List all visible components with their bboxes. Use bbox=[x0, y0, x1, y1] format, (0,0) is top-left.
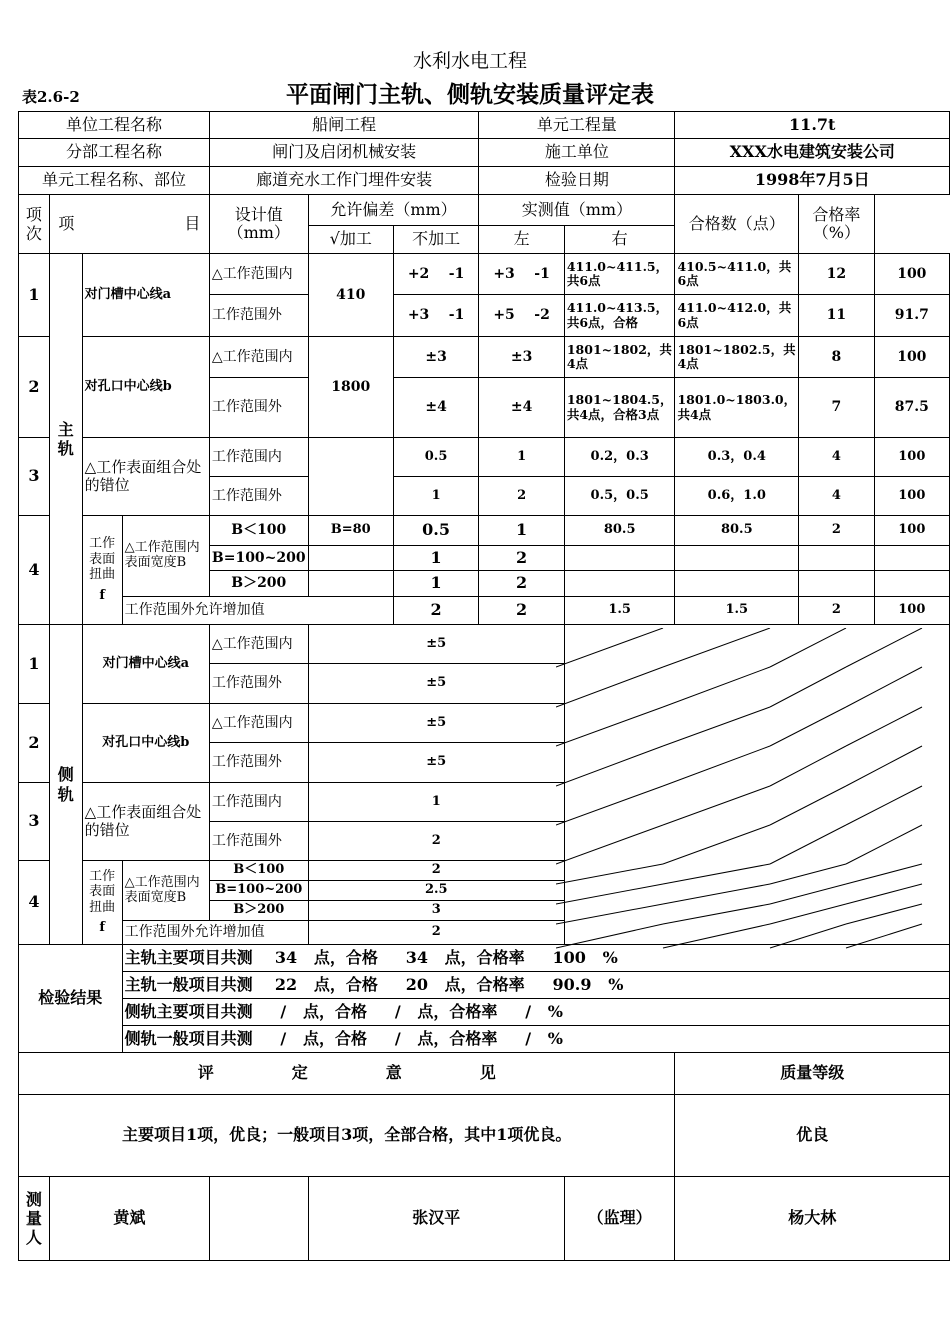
main-r2b-p: 87.5 bbox=[874, 378, 949, 438]
side-r4b-sub: B=100~200 bbox=[209, 881, 308, 901]
strike-line bbox=[770, 628, 846, 667]
side-r3a-v: 1 bbox=[308, 783, 564, 822]
main-r3a-n: 4 bbox=[799, 438, 875, 477]
opinion-header: 评 定 意 见 bbox=[19, 1053, 675, 1095]
main-r1-design: 410 bbox=[308, 254, 393, 337]
main-r3b-right: 0.6，1.0 bbox=[675, 477, 799, 516]
main-r3-no: 3 bbox=[19, 438, 50, 516]
main-r4b-sub: B=100~200 bbox=[209, 546, 308, 571]
strike-line bbox=[663, 786, 770, 825]
col-measured: 实测值（mm） bbox=[479, 195, 675, 226]
grade-value: 优良 bbox=[675, 1095, 950, 1177]
main-r4d-u: 2 bbox=[479, 597, 565, 625]
main-r4b-right bbox=[675, 546, 799, 571]
side-r4-name: 工作表面扭曲 bbox=[89, 868, 116, 915]
main-r4c-right bbox=[675, 571, 799, 597]
main-r2a-sub: △工作范围内 bbox=[209, 337, 308, 378]
main-r3a-u: 1 bbox=[479, 438, 565, 477]
unit-qty-value: 11.7t bbox=[675, 112, 950, 139]
grade-header: 质量等级 bbox=[675, 1053, 950, 1095]
strike-line bbox=[770, 825, 846, 864]
side-r4c-v: 3 bbox=[308, 901, 564, 921]
unit-qty-label: 单元工程量 bbox=[479, 112, 675, 139]
strike-line bbox=[556, 924, 663, 948]
person2-name: 张汉平 bbox=[308, 1177, 564, 1261]
col-right: 右 bbox=[564, 226, 675, 254]
side-r2-no: 2 bbox=[19, 704, 50, 783]
side-r4d-v: 2 bbox=[308, 921, 564, 945]
strike-line bbox=[770, 707, 846, 746]
side-r2b-v: ±5 bbox=[308, 743, 564, 783]
result-line: 侧轨一般项目共测 / 点，合格 / 点，合格率 / % bbox=[122, 1026, 949, 1053]
main-r4b-n bbox=[799, 546, 875, 571]
main-r1a-p: 100 bbox=[874, 254, 949, 295]
main-r2-design: 1800 bbox=[308, 337, 393, 438]
main-r4b-u: 2 bbox=[479, 546, 565, 571]
main-r4a-n: 2 bbox=[799, 516, 875, 546]
main-r2b-left: 1801~1804.5，共4点，合格3点 bbox=[564, 378, 675, 438]
main-r2b-u: ±4 bbox=[479, 378, 565, 438]
strike-lines bbox=[556, 628, 924, 950]
unit-project-label: 单位工程名称 bbox=[19, 112, 210, 139]
main-r1b-m: +3 -1 bbox=[393, 295, 479, 337]
main-r4a-left: 80.5 bbox=[564, 516, 675, 546]
main-r1a-m: +2 -1 bbox=[393, 254, 479, 295]
division-value: 闸门及启闭机械安装 bbox=[209, 139, 478, 167]
main-r4-name-cell bbox=[82, 516, 122, 625]
col-unmachined: 不加工 bbox=[393, 226, 479, 254]
main-r4c-p bbox=[874, 571, 949, 597]
strike-line bbox=[846, 864, 922, 884]
main-r3b-u: 2 bbox=[479, 477, 565, 516]
signature-blank bbox=[209, 1177, 308, 1261]
col-design: 设计值（mm） bbox=[209, 195, 308, 254]
col-item: 项 目 bbox=[49, 195, 209, 254]
col-machined: √加工 bbox=[308, 226, 393, 254]
main-r2a-n: 8 bbox=[799, 337, 875, 378]
main-r4-name: 工作表面扭曲 bbox=[89, 536, 116, 583]
main-r1a-sub: △工作范围内 bbox=[209, 254, 308, 295]
contractor-value: XXX水电建筑安装公司 bbox=[675, 139, 950, 167]
main-r1b-u: +5 -2 bbox=[479, 295, 565, 337]
main-r3a-p: 100 bbox=[874, 438, 949, 477]
main-r4b-design bbox=[308, 546, 393, 571]
table-number: 表2.6-2 bbox=[22, 88, 80, 106]
main-r4-f: f bbox=[99, 587, 105, 603]
strike-line bbox=[556, 825, 663, 864]
strike-line bbox=[846, 825, 922, 864]
main-r4a-design: B=80 bbox=[308, 516, 393, 546]
main-r4a-sub: B＜100 bbox=[209, 516, 308, 546]
main-r4c-design bbox=[308, 571, 393, 597]
date-label: 检验日期 bbox=[479, 167, 675, 195]
results-label: 检验结果 bbox=[19, 945, 123, 1053]
strike-line bbox=[663, 904, 770, 924]
main-r1a-right: 410.5~411.0，共6点 bbox=[675, 254, 799, 295]
main-r2-name: 对孔口中心线b bbox=[82, 337, 209, 438]
measurer-name: 黄斌 bbox=[49, 1177, 209, 1261]
main-r4d-left: 1.5 bbox=[564, 597, 675, 625]
strike-line bbox=[846, 628, 922, 667]
main-r2b-sub: 工作范围外 bbox=[209, 378, 308, 438]
main-r2b-n: 7 bbox=[799, 378, 875, 438]
strike-line bbox=[556, 667, 663, 707]
strike-line bbox=[770, 864, 846, 884]
strike-line bbox=[846, 667, 922, 707]
strike-line bbox=[556, 786, 663, 825]
main-r1a-u: +3 -1 bbox=[479, 254, 565, 295]
strike-line bbox=[556, 628, 663, 667]
side-r2b-sub: 工作范围外 bbox=[209, 743, 308, 783]
col-pass-count: 合格数（点） bbox=[675, 195, 799, 254]
main-r3-name: △工作表面组合处的错位 bbox=[82, 438, 209, 516]
strike-line bbox=[846, 924, 922, 948]
col-item-no: 项次 bbox=[25, 204, 42, 243]
main-r2a-right: 1801~1802.5，共4点 bbox=[675, 337, 799, 378]
side-r1a-sub: △工作范围内 bbox=[209, 625, 308, 664]
main-r4d-right: 1.5 bbox=[675, 597, 799, 625]
main-r4b-left bbox=[564, 546, 675, 571]
side-r4a-v: 2 bbox=[308, 861, 564, 881]
result-line: 主轨一般项目共测 22 点，合格 20 点，合格率 90.9 % bbox=[122, 972, 949, 999]
main-r2a-m: ±3 bbox=[393, 337, 479, 378]
side-r1b-sub: 工作范围外 bbox=[209, 664, 308, 704]
main-r4a-p: 100 bbox=[874, 516, 949, 546]
main-r1b-left: 411.0~413.5，共6点，合格 bbox=[564, 295, 675, 337]
main-r1b-n: 11 bbox=[799, 295, 875, 337]
main-r4-width: △工作范围内表面宽度B bbox=[122, 516, 209, 597]
strike-line bbox=[663, 746, 770, 786]
main-r4c-u: 2 bbox=[479, 571, 565, 597]
side-r3-name: △工作表面组合处的错位 bbox=[82, 783, 209, 861]
side-r3a-sub: 工作范围内 bbox=[209, 783, 308, 822]
strike-line bbox=[556, 864, 663, 884]
main-r1a-left: 411.0~411.5，共6点 bbox=[564, 254, 675, 295]
main-r4d-m: 2 bbox=[393, 597, 479, 625]
main-r3a-right: 0.3，0.4 bbox=[675, 438, 799, 477]
main-r2a-left: 1801~1802，共4点 bbox=[564, 337, 675, 378]
side-r1-name: 对门槽中心线a bbox=[82, 625, 209, 704]
measurer-label: 测量人 bbox=[25, 1189, 42, 1248]
col-pass-rate: 合格率（%） bbox=[799, 195, 875, 254]
main-rail-label: 主轨 bbox=[57, 419, 74, 458]
unit-project-value: 船闸工程 bbox=[209, 112, 478, 139]
strike-line bbox=[770, 904, 846, 924]
strike-line bbox=[770, 786, 846, 825]
side-r3b-sub: 工作范围外 bbox=[209, 822, 308, 861]
main-r2a-p: 100 bbox=[874, 337, 949, 378]
main-r3b-p: 100 bbox=[874, 477, 949, 516]
main-r4c-n bbox=[799, 571, 875, 597]
supervisor-name: 杨大林 bbox=[675, 1177, 950, 1261]
result-line: 主轨主要项目共测 34 点，合格 34 点，合格率 100 % bbox=[122, 945, 949, 972]
strike-line bbox=[846, 904, 922, 924]
col-left: 左 bbox=[479, 226, 565, 254]
main-r3a-m: 0.5 bbox=[393, 438, 479, 477]
side-rail-label: 侧轨 bbox=[57, 765, 74, 804]
main-r3-design-empty bbox=[308, 438, 393, 516]
strike-line bbox=[846, 707, 922, 746]
main-r4b-p bbox=[874, 546, 949, 571]
strike-line bbox=[556, 746, 663, 786]
strike-line bbox=[556, 884, 663, 904]
main-r2b-right: 1801.0~1803.0，共4点 bbox=[675, 378, 799, 438]
main-r2-no: 2 bbox=[19, 337, 50, 438]
side-r4d-sub: 工作范围外允许增加值 bbox=[122, 921, 308, 945]
main-r4d-sub: 工作范围外允许增加值 bbox=[122, 597, 393, 625]
main-r3a-left: 0.2，0.3 bbox=[564, 438, 675, 477]
side-r3b-v: 2 bbox=[308, 822, 564, 861]
date-value: 1998年7月5日 bbox=[675, 167, 950, 195]
opinion-text: 主要项目1项，优良；一般项目3项，全部合格，其中1项优良。 bbox=[19, 1095, 675, 1177]
strike-line bbox=[556, 904, 663, 924]
main-r4c-left bbox=[564, 571, 675, 597]
side-r1b-v: ±5 bbox=[308, 664, 564, 704]
side-r4b-v: 2.5 bbox=[308, 881, 564, 901]
main-r4b-m: 1 bbox=[393, 546, 479, 571]
main-r3b-sub: 工作范围外 bbox=[209, 477, 308, 516]
main-r4d-n: 2 bbox=[799, 597, 875, 625]
strike-line bbox=[663, 707, 770, 746]
strike-line bbox=[663, 667, 770, 707]
main-r4a-u: 1 bbox=[479, 516, 565, 546]
main-r4d-p: 100 bbox=[874, 597, 949, 625]
strike-line bbox=[663, 825, 770, 864]
supervision-label: （监理） bbox=[564, 1177, 675, 1261]
main-r1-no: 1 bbox=[19, 254, 50, 337]
side-r3-no: 3 bbox=[19, 783, 50, 861]
main-r4c-sub: B＞200 bbox=[209, 571, 308, 597]
side-r2a-v: ±5 bbox=[308, 704, 564, 743]
strike-line bbox=[663, 924, 770, 948]
strike-line bbox=[663, 864, 770, 884]
side-r4-width: △工作范围内表面宽度B bbox=[122, 861, 209, 921]
side-r4a-sub: B＜100 bbox=[209, 861, 308, 881]
contractor-label: 施工单位 bbox=[479, 139, 675, 167]
division-label: 分部工程名称 bbox=[19, 139, 210, 167]
strike-line bbox=[663, 628, 770, 667]
side-r1a-v: ±5 bbox=[308, 625, 564, 664]
result-line: 侧轨主要项目共测 / 点，合格 / 点，合格率 / % bbox=[122, 999, 949, 1026]
element-label: 单元工程名称、部位 bbox=[19, 167, 210, 195]
main-r1-name: 对门槽中心线a bbox=[82, 254, 209, 337]
main-r4a-m: 0.5 bbox=[393, 516, 479, 546]
strike-line bbox=[770, 667, 846, 707]
main-r1a-n: 12 bbox=[799, 254, 875, 295]
main-r4a-right: 80.5 bbox=[675, 516, 799, 546]
side-r4-no: 4 bbox=[19, 861, 50, 945]
main-r3b-m: 1 bbox=[393, 477, 479, 516]
main-r1b-sub: 工作范围外 bbox=[209, 295, 308, 337]
main-r1b-right: 411.0~412.0，共6点 bbox=[675, 295, 799, 337]
side-r1-no: 1 bbox=[19, 625, 50, 704]
main-r4-no: 4 bbox=[19, 516, 50, 625]
strike-line bbox=[770, 924, 846, 948]
main-r3b-n: 4 bbox=[799, 477, 875, 516]
side-r4-name-cell bbox=[82, 861, 122, 945]
strike-line bbox=[846, 746, 922, 786]
main-r2b-m: ±4 bbox=[393, 378, 479, 438]
org-title: 水利水电工程 bbox=[412, 50, 527, 72]
strike-line bbox=[846, 884, 922, 904]
col-tolerance: 允许偏差（mm） bbox=[308, 195, 479, 226]
main-r3a-sub: 工作范围内 bbox=[209, 438, 308, 477]
strike-line bbox=[556, 707, 663, 746]
strike-line bbox=[663, 884, 770, 904]
form-title: 平面闸门主轨、侧轨安装质量评定表 bbox=[286, 81, 654, 108]
strike-line bbox=[770, 746, 846, 786]
main-r4c-m: 1 bbox=[393, 571, 479, 597]
element-value: 廊道充水工作门埋件安装 bbox=[209, 167, 478, 195]
side-r4c-sub: B＞200 bbox=[209, 901, 308, 921]
strike-line bbox=[846, 786, 922, 825]
side-r2-name: 对孔口中心线b bbox=[82, 704, 209, 783]
main-r3b-left: 0.5，0.5 bbox=[564, 477, 675, 516]
strike-line bbox=[770, 884, 846, 904]
side-r4-f: f bbox=[99, 920, 105, 936]
side-r2a-sub: △工作范围内 bbox=[209, 704, 308, 743]
main-r1b-p: 91.7 bbox=[874, 295, 949, 337]
main-r2a-u: ±3 bbox=[479, 337, 565, 378]
